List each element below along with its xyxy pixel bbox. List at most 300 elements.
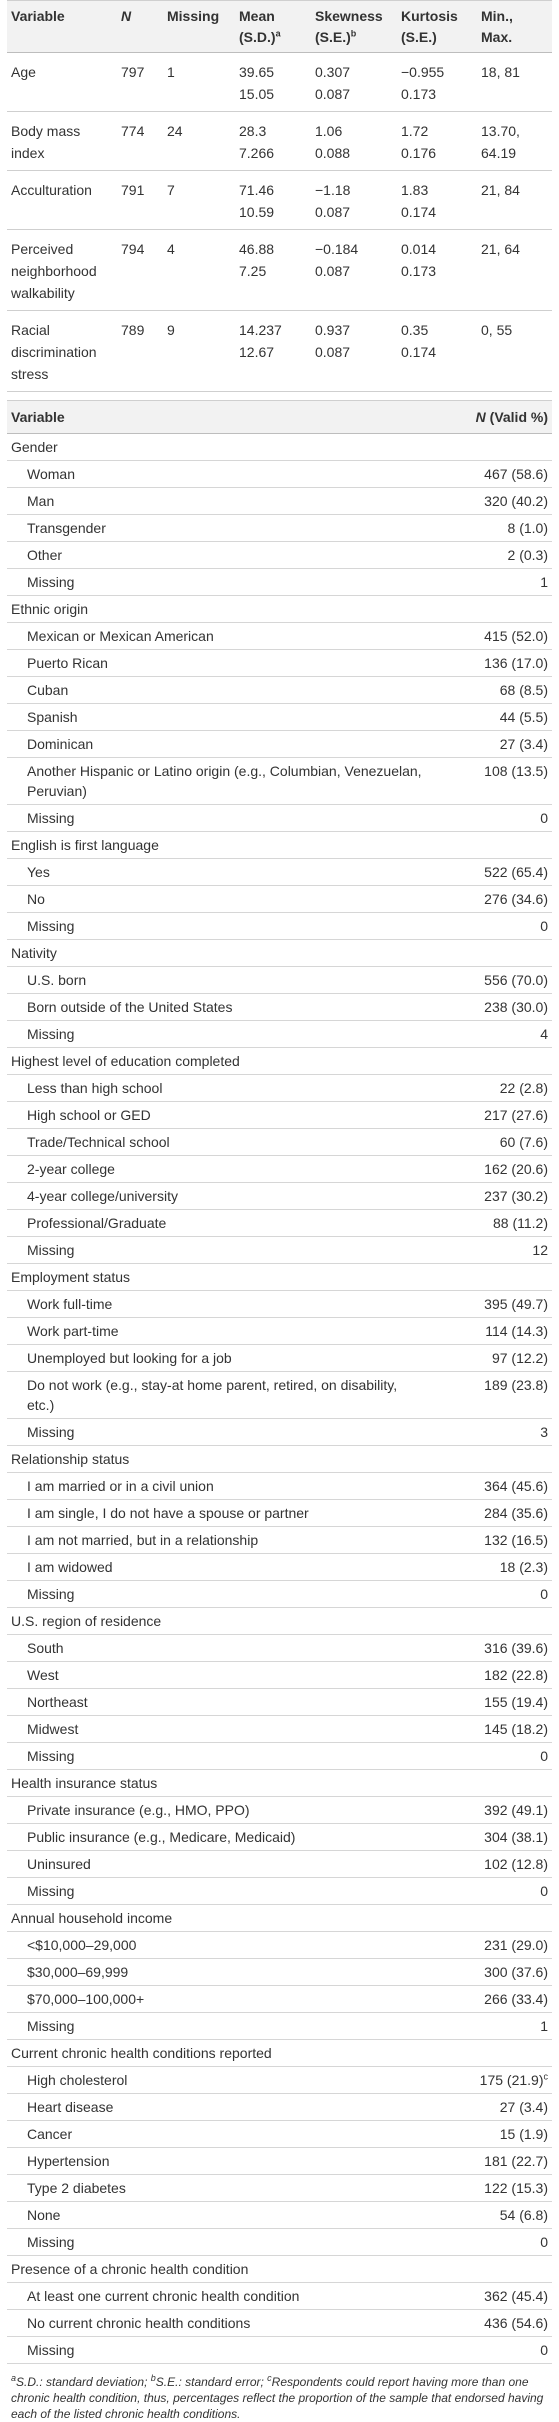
category-label: Missing (7, 1021, 427, 1048)
category-label: Yes (7, 859, 427, 886)
count-valid-pct (427, 967, 552, 994)
count-valid-pct (427, 1932, 552, 1959)
count-valid-pct (427, 1986, 552, 2013)
mean-sd-value (235, 171, 311, 230)
category-row (7, 2310, 552, 2337)
count-valid-pct (427, 650, 552, 677)
kurtosis-value-error: 0.176 (401, 145, 437, 161)
category-label: Work full-time (7, 1291, 427, 1318)
count-value: 108 (13.5) (484, 763, 548, 779)
footnote-a-text: S.D.: standard deviation; (16, 2375, 151, 2389)
category-row (7, 1959, 552, 1986)
count-value: 300 (37.6) (484, 1964, 548, 1980)
category-row (7, 1743, 552, 1770)
section-label: Presence of a chronic health condition (7, 2256, 427, 2283)
count-value: 415 (52.0) (484, 628, 548, 644)
header-minmax-sub: Max. (481, 29, 513, 45)
header-skew-sup: b (350, 28, 357, 39)
mean-sd-value-error: 15.05 (239, 86, 275, 102)
category-label: Missing (7, 2337, 427, 2364)
category-row (7, 1473, 552, 1500)
category-label: Woman (7, 461, 427, 488)
header-mean (235, 1, 311, 53)
count-value: 436 (54.6) (484, 2315, 548, 2331)
count-value: 27 (3.4) (499, 2099, 548, 2115)
category-row (7, 1102, 552, 1129)
section-label: Current chronic health conditions reported (7, 2040, 427, 2067)
count-value: 27 (3.4) (499, 736, 548, 752)
minmax-value: 0, 55 (477, 311, 552, 392)
mean-sd-value-error: 7.266 (239, 145, 275, 161)
category-label: Missing (7, 2013, 427, 2040)
skewness-value-error: 0.087 (315, 344, 351, 360)
count-value: 114 (14.3) (485, 1323, 548, 1339)
count-valid-pct (427, 886, 552, 913)
count-valid-pct (427, 1716, 552, 1743)
count-valid-pct (427, 2283, 552, 2310)
header-n-valid (427, 401, 552, 434)
count-value: 44 (5.5) (499, 709, 548, 725)
count-value: 1 (540, 2018, 548, 2034)
continuous-variables-table (7, 0, 552, 392)
count-valid-pct (427, 488, 552, 515)
category-row (7, 1318, 552, 1345)
category-label: Uninsured (7, 1851, 427, 1878)
section-label: Nativity (7, 940, 427, 967)
header-mean-label: Mean (239, 8, 275, 24)
skewness-value-estimate: 0.307 (315, 64, 351, 80)
category-row (7, 1527, 552, 1554)
variable-name: Acculturation (7, 171, 117, 230)
category-row (7, 886, 552, 913)
count-value: 60 (7.6) (499, 1134, 548, 1150)
missing-value: 1 (163, 53, 235, 112)
category-label: Cancer (7, 2121, 427, 2148)
table2-body (7, 434, 552, 2364)
footnote-c-text: Respondents could report having more than one chronic health condition, thus, percentages reflect the proportion of the sample that endorsed having each of the listed chronic health conditions. (11, 2375, 544, 2421)
section-label: English is first language (7, 832, 427, 859)
skewness-value-error: 0.088 (315, 145, 351, 161)
minmax-value: 13.70, 64.19 (477, 112, 552, 171)
count-value: 392 (49.1) (484, 1802, 548, 1818)
count-value: 284 (35.6) (484, 1505, 548, 1521)
category-label: Missing (7, 2229, 427, 2256)
minmax-value: 21, 84 (477, 171, 552, 230)
count-value: 0 (540, 1883, 548, 1899)
category-row (7, 1878, 552, 1905)
count-valid-pct (427, 569, 552, 596)
variable-name: Perceived neighborhood walkability (7, 230, 117, 311)
category-row (7, 1824, 552, 1851)
table1-row (7, 112, 552, 171)
count-valid-pct (427, 1527, 552, 1554)
variable-name: Racial discrimination stress (7, 311, 117, 392)
footnote-c-sup: c (267, 2373, 272, 2383)
missing-value: 4 (163, 230, 235, 311)
count-valid-pct (427, 1237, 552, 1264)
count-value: 395 (49.7) (484, 1296, 548, 1312)
section-label: U.S. region of residence (7, 1608, 427, 1635)
skewness-value-estimate: −1.18 (315, 182, 351, 198)
category-row (7, 859, 552, 886)
count-value: 1 (540, 574, 548, 590)
missing-value: 9 (163, 311, 235, 392)
mean-sd-value-estimate: 39.65 (239, 64, 275, 80)
category-label: West (7, 1662, 427, 1689)
section-row (7, 1905, 552, 1932)
n-value: 791 (117, 171, 163, 230)
header-mean-sub: (S.D.) (239, 29, 276, 45)
mean-sd-value-estimate: 14.237 (239, 322, 282, 338)
category-label: Public insurance (e.g., Medicare, Medicaid) (7, 1824, 427, 1851)
count-valid-pct (427, 1048, 552, 1075)
section-row (7, 1770, 552, 1797)
missing-value: 7 (163, 171, 235, 230)
count-value: 556 (70.0) (484, 972, 548, 988)
table1-row (7, 230, 552, 311)
category-label: Mexican or Mexican American (7, 623, 427, 650)
skewness-value-error: 0.087 (315, 263, 351, 279)
count-valid-pct (427, 2121, 552, 2148)
category-row (7, 2229, 552, 2256)
count-valid-pct (427, 1021, 552, 1048)
category-label: Dominican (7, 731, 427, 758)
section-row (7, 1608, 552, 1635)
category-row (7, 967, 552, 994)
count-value: 15 (1.9) (499, 2126, 548, 2142)
count-valid-pct (427, 1581, 552, 1608)
kurtosis-value (397, 53, 477, 112)
count-valid-pct (427, 1608, 552, 1635)
count-valid-pct (427, 913, 552, 940)
table1-row (7, 53, 552, 112)
category-row (7, 542, 552, 569)
count-value: 132 (16.5) (484, 1532, 548, 1548)
category-row (7, 1156, 552, 1183)
category-row (7, 677, 552, 704)
count-value: 362 (45.4) (484, 2288, 548, 2304)
kurtosis-value (397, 311, 477, 392)
mean-sd-value (235, 112, 311, 171)
section-row (7, 1446, 552, 1473)
count-value: 4 (540, 1026, 548, 1042)
category-label: Transgender (7, 515, 427, 542)
count-value: 136 (17.0) (484, 655, 548, 671)
section-row (7, 1264, 552, 1291)
category-label: $70,000–100,000+ (7, 1986, 427, 2013)
header-kurt-sub: (S.E.) (401, 29, 437, 45)
count-value: 18 (2.3) (499, 1559, 548, 1575)
header-mean-sup: a (275, 28, 281, 39)
count-valid-pct (427, 832, 552, 859)
count-valid-pct (427, 1473, 552, 1500)
category-label: I am married or in a civil union (7, 1473, 427, 1500)
category-label: High school or GED (7, 1102, 427, 1129)
category-row (7, 515, 552, 542)
count-value: 0 (540, 810, 548, 826)
count-valid-pct (427, 2175, 552, 2202)
count-value: 237 (30.2) (484, 1188, 548, 1204)
category-label: I am not married, but in a relationship (7, 1527, 427, 1554)
skewness-value (311, 171, 397, 230)
kurtosis-value-error: 0.174 (401, 344, 437, 360)
header-minmax-label: Min., (481, 8, 513, 24)
skewness-value-error: 0.087 (315, 204, 351, 220)
count-value: 0 (540, 2342, 548, 2358)
n-value: 789 (117, 311, 163, 392)
header-minmax (477, 1, 552, 53)
footnote-b-sup: b (150, 2373, 156, 2383)
category-row (7, 2013, 552, 2040)
mean-sd-value-estimate: 46.88 (239, 241, 275, 257)
category-label: I am widowed (7, 1554, 427, 1581)
category-label: Other (7, 542, 427, 569)
footnote-b-text: S.E.: standard error; (155, 2375, 268, 2389)
category-label: I am single, I do not have a spouse or partner (7, 1500, 427, 1527)
count-value: 12 (532, 1242, 548, 1258)
section-label: Annual household income (7, 1905, 427, 1932)
category-row (7, 623, 552, 650)
count-valid-pct (427, 1345, 552, 1372)
count-value: 122 (15.3) (484, 2180, 548, 2196)
category-row (7, 704, 552, 731)
count-valid-pct (427, 1500, 552, 1527)
header-valid-pct: (Valid %) (485, 409, 548, 425)
category-row (7, 994, 552, 1021)
mean-sd-value (235, 311, 311, 392)
count-valid-pct (427, 434, 552, 461)
category-row (7, 1932, 552, 1959)
category-row (7, 2202, 552, 2229)
count-valid-pct (427, 1662, 552, 1689)
header-variable: Variable (7, 1, 117, 53)
count-valid-pct (427, 2040, 552, 2067)
count-valid-pct (427, 2067, 552, 2094)
category-row (7, 1635, 552, 1662)
category-label: Missing (7, 913, 427, 940)
table1-row (7, 171, 552, 230)
section-label: Relationship status (7, 1446, 427, 1473)
category-label: 2-year college (7, 1156, 427, 1183)
category-row (7, 805, 552, 832)
category-label: 4-year college/university (7, 1183, 427, 1210)
category-row (7, 2337, 552, 2364)
category-row (7, 1075, 552, 1102)
n-value: 774 (117, 112, 163, 171)
count-valid-pct (427, 1372, 552, 1419)
category-label: Man (7, 488, 427, 515)
count-valid-pct (427, 704, 552, 731)
count-value: 8 (1.0) (507, 520, 548, 536)
count-valid-pct (427, 1291, 552, 1318)
count-valid-pct (427, 859, 552, 886)
count-valid-pct (427, 596, 552, 623)
category-row (7, 1797, 552, 1824)
count-value: 364 (45.6) (484, 1478, 548, 1494)
category-row (7, 913, 552, 940)
count-value: 0 (540, 1586, 548, 1602)
count-value: 145 (18.2) (484, 1721, 548, 1737)
skewness-value (311, 53, 397, 112)
table1-header-row (7, 1, 552, 53)
category-row (7, 2067, 552, 2094)
section-row (7, 1048, 552, 1075)
category-label: No current chronic health conditions (7, 2310, 427, 2337)
category-label: South (7, 1635, 427, 1662)
count-value: 320 (40.2) (484, 493, 548, 509)
category-label: Missing (7, 1419, 427, 1446)
count-valid-pct (427, 1554, 552, 1581)
category-label: Born outside of the United States (7, 994, 427, 1021)
header-n: N (117, 1, 163, 53)
category-label: High cholesterol (7, 2067, 427, 2094)
section-label: Highest level of education completed (7, 1048, 427, 1075)
category-row (7, 1851, 552, 1878)
count-valid-pct (427, 2202, 552, 2229)
count-valid-pct (427, 2148, 552, 2175)
count-valid-pct (427, 1318, 552, 1345)
count-valid-pct (427, 1419, 552, 1446)
kurtosis-value-error: 0.174 (401, 204, 437, 220)
skewness-value (311, 230, 397, 311)
count-value: 0 (540, 2234, 548, 2250)
count-valid-pct (427, 758, 552, 805)
count-value: 181 (22.7) (484, 2153, 548, 2169)
category-row (7, 461, 552, 488)
category-label: Missing (7, 1878, 427, 1905)
category-row (7, 2175, 552, 2202)
count-value: 88 (11.2) (493, 1215, 548, 1231)
count-valid-pct (427, 731, 552, 758)
count-valid-pct (427, 1770, 552, 1797)
header-kurtosis (397, 1, 477, 53)
count-valid-pct (427, 1824, 552, 1851)
category-label: Spanish (7, 704, 427, 731)
category-row (7, 1183, 552, 1210)
category-row (7, 731, 552, 758)
count-valid-pct (427, 1446, 552, 1473)
count-value: 238 (30.0) (484, 999, 548, 1015)
category-label: Midwest (7, 1716, 427, 1743)
section-label: Employment status (7, 1264, 427, 1291)
category-label: Professional/Graduate (7, 1210, 427, 1237)
skewness-value (311, 112, 397, 171)
count-valid-pct (427, 1689, 552, 1716)
section-label: Health insurance status (7, 1770, 427, 1797)
count-valid-pct (427, 2256, 552, 2283)
category-row (7, 1345, 552, 1372)
category-row (7, 2148, 552, 2175)
count-value: 97 (12.2) (491, 1350, 548, 1366)
count-valid-pct (427, 677, 552, 704)
category-label: Another Hispanic or Latino origin (e.g., Columbian, Venezuelan, Peruvian) (7, 758, 427, 805)
skewness-value-estimate: −0.184 (315, 241, 359, 257)
header-skewness (311, 1, 397, 53)
skewness-value-estimate: 0.937 (315, 322, 351, 338)
category-label: <$10,000–29,000 (7, 1932, 427, 1959)
categorical-variables-table (7, 400, 552, 2364)
category-label: Missing (7, 1743, 427, 1770)
kurtosis-value (397, 171, 477, 230)
count-value: 22 (2.8) (499, 1080, 548, 1096)
mean-sd-value-error: 7.25 (239, 263, 267, 279)
count-value: 3 (540, 1424, 548, 1440)
count-valid-pct (427, 2229, 552, 2256)
count-value: 155 (19.4) (484, 1694, 548, 1710)
category-row (7, 1291, 552, 1318)
category-label: At least one current chronic health condition (7, 2283, 427, 2310)
footnote-marker: c (543, 2071, 548, 2082)
kurtosis-value-estimate: 0.35 (401, 322, 429, 338)
section-row (7, 2040, 552, 2067)
skewness-value-estimate: 1.06 (315, 123, 343, 139)
count-value: 467 (58.6) (484, 466, 548, 482)
category-label: Heart disease (7, 2094, 427, 2121)
category-label: Missing (7, 569, 427, 596)
section-label: Ethnic origin (7, 596, 427, 623)
count-value: 175 (21.9) (479, 2072, 544, 2088)
skewness-value-error: 0.087 (315, 86, 351, 102)
section-row (7, 940, 552, 967)
category-row (7, 1716, 552, 1743)
mean-sd-value (235, 230, 311, 311)
header-variable-2: Variable (7, 401, 427, 434)
category-label: Unemployed but looking for a job (7, 1345, 427, 1372)
count-valid-pct (427, 1156, 552, 1183)
category-row (7, 650, 552, 677)
minmax-value: 18, 81 (477, 53, 552, 112)
category-label: $30,000–69,999 (7, 1959, 427, 1986)
header-n-italic: N (475, 409, 486, 425)
category-label: None (7, 2202, 427, 2229)
category-row (7, 1986, 552, 2013)
count-value: 189 (23.8) (484, 1377, 548, 1393)
header-skew-label: Skewness (315, 8, 383, 24)
count-value: 217 (27.6) (484, 1107, 548, 1123)
header-missing: Missing (163, 1, 235, 53)
mean-sd-value-error: 12.67 (239, 344, 275, 360)
count-valid-pct (427, 1878, 552, 1905)
count-valid-pct (427, 1851, 552, 1878)
variable-name: Age (7, 53, 117, 112)
count-valid-pct (427, 805, 552, 832)
count-valid-pct (427, 623, 552, 650)
kurtosis-value-estimate: 0.014 (401, 241, 437, 257)
category-row (7, 2094, 552, 2121)
count-valid-pct (427, 1129, 552, 1156)
count-valid-pct (427, 1264, 552, 1291)
category-row (7, 1021, 552, 1048)
count-value: 316 (39.6) (484, 1640, 548, 1656)
count-value: 231 (29.0) (484, 1937, 548, 1953)
table2-header-row (7, 401, 552, 434)
count-valid-pct (427, 461, 552, 488)
category-label: Hypertension (7, 2148, 427, 2175)
count-valid-pct (427, 1797, 552, 1824)
count-value: 68 (8.5) (499, 682, 548, 698)
count-valid-pct (427, 1183, 552, 1210)
category-label: Private insurance (e.g., HMO, PPO) (7, 1797, 427, 1824)
count-value: 522 (65.4) (484, 864, 548, 880)
category-row (7, 1662, 552, 1689)
mean-sd-value (235, 53, 311, 112)
count-valid-pct (427, 515, 552, 542)
category-row (7, 1500, 552, 1527)
category-label: Do not work (e.g., stay-at home parent, retired, on disability, etc.) (7, 1372, 427, 1419)
count-valid-pct (427, 2094, 552, 2121)
count-valid-pct (427, 2310, 552, 2337)
category-row (7, 569, 552, 596)
